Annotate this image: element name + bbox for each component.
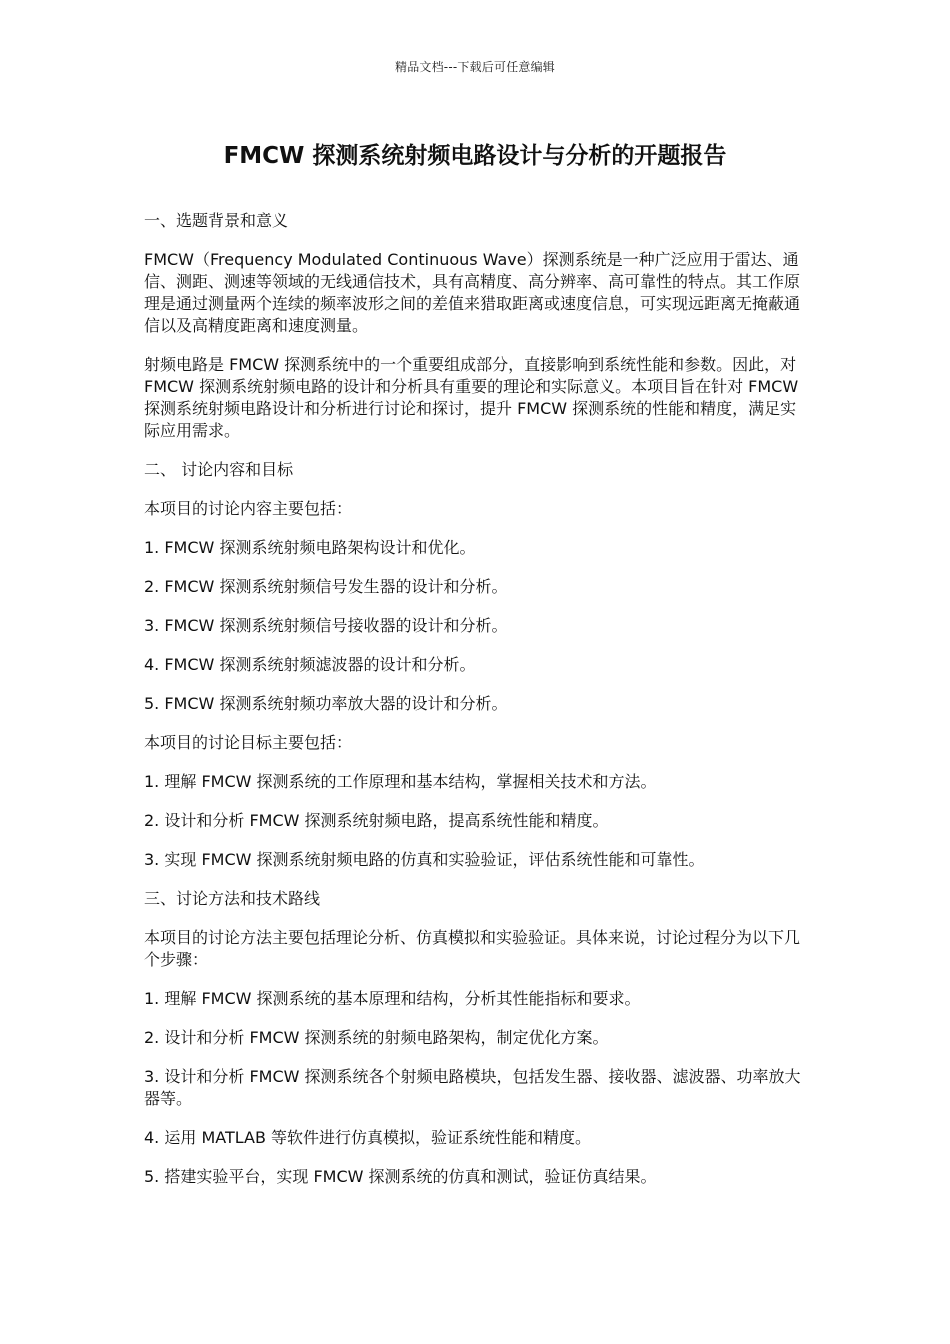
method-step-item: 1. 理解 FMCW 探测系统的基本原理和结构，分析其性能指标和要求。 xyxy=(144,989,641,1008)
content-intro: 本项目的讨论内容主要包括： xyxy=(144,499,353,518)
paragraph-background-1: FMCW（Frequency Modulated Continuous Wave）探测系统是一种广泛应用于雷达、通信、测距、测速等领域的无线通信技术，具有高精度、高分辨率、高可靠性的特点。其工作原理是通过测量两个连续的频率波形之间的差值来猎取距离或速度信息，可实现远距离无掩蔽通信以及高精度距离和速度测量。 xyxy=(144,250,801,335)
method-step-item: 4. 运用 MATLAB 等软件进行仿真模拟，验证系统性能和精度。 xyxy=(144,1128,592,1147)
goal-intro: 本项目的讨论目标主要包括： xyxy=(144,733,353,752)
document-title: FMCW 探测系统射频电路设计与分析的开题报告 xyxy=(223,143,727,169)
content-list-item: 4. FMCW 探测系统射频滤波器的设计和分析。 xyxy=(144,655,476,674)
goal-list-item: 3. 实现 FMCW 探测系统射频电路的仿真和实验验证，评估系统性能和可靠性。 xyxy=(144,850,705,869)
methods-intro: 本项目的讨论方法主要包括理论分析、仿真模拟和实验验证。具体来说，讨论过程分为以下几个步骤： xyxy=(144,928,801,969)
header-note: 精品文档---下载后可任意编辑 xyxy=(395,60,555,74)
document-body xyxy=(144,210,806,1205)
content-list-item: 5. FMCW 探测系统射频功率放大器的设计和分析。 xyxy=(144,694,508,713)
method-step-item: 5. 搭建实验平台，实现 FMCW 探测系统的仿真和测试，验证仿真结果。 xyxy=(144,1167,657,1186)
section-heading-background: 一、选题背景和意义 xyxy=(144,211,289,230)
goal-list-item: 1. 理解 FMCW 探测系统的工作原理和基本结构，掌握相关技术和方法。 xyxy=(144,772,657,791)
paragraph-background-2: 射频电路是 FMCW 探测系统中的一个重要组成部分，直接影响到系统性能和参数。因此，对 FMCW 探测系统射频电路的设计和分析具有重要的理论和实际意义。本项目旨在针对 FMCW 探测系统射频电路设计和分析进行讨论和探讨，提升 FMCW 探测系统的性能和精度，满足实际应用需求。 xyxy=(144,355,799,440)
content-list-item: 3. FMCW 探测系统射频信号接收器的设计和分析。 xyxy=(144,616,508,635)
section-heading-content-goals: 二、 讨论内容和目标 xyxy=(144,460,294,479)
method-step-item: 3. 设计和分析 FMCW 探测系统各个射频电路模块，包括发生器、接收器、滤波器、功率放大器等。 xyxy=(144,1067,801,1108)
section-heading-methods: 三、讨论方法和技术路线 xyxy=(144,889,321,908)
method-step-item: 2. 设计和分析 FMCW 探测系统的射频电路架构，制定优化方案。 xyxy=(144,1028,609,1047)
content-list-item: 2. FMCW 探测系统射频信号发生器的设计和分析。 xyxy=(144,577,508,596)
goal-list-item: 2. 设计和分析 FMCW 探测系统射频电路，提高系统性能和精度。 xyxy=(144,811,609,830)
content-list-item: 1. FMCW 探测系统射频电路架构设计和优化。 xyxy=(144,538,476,557)
